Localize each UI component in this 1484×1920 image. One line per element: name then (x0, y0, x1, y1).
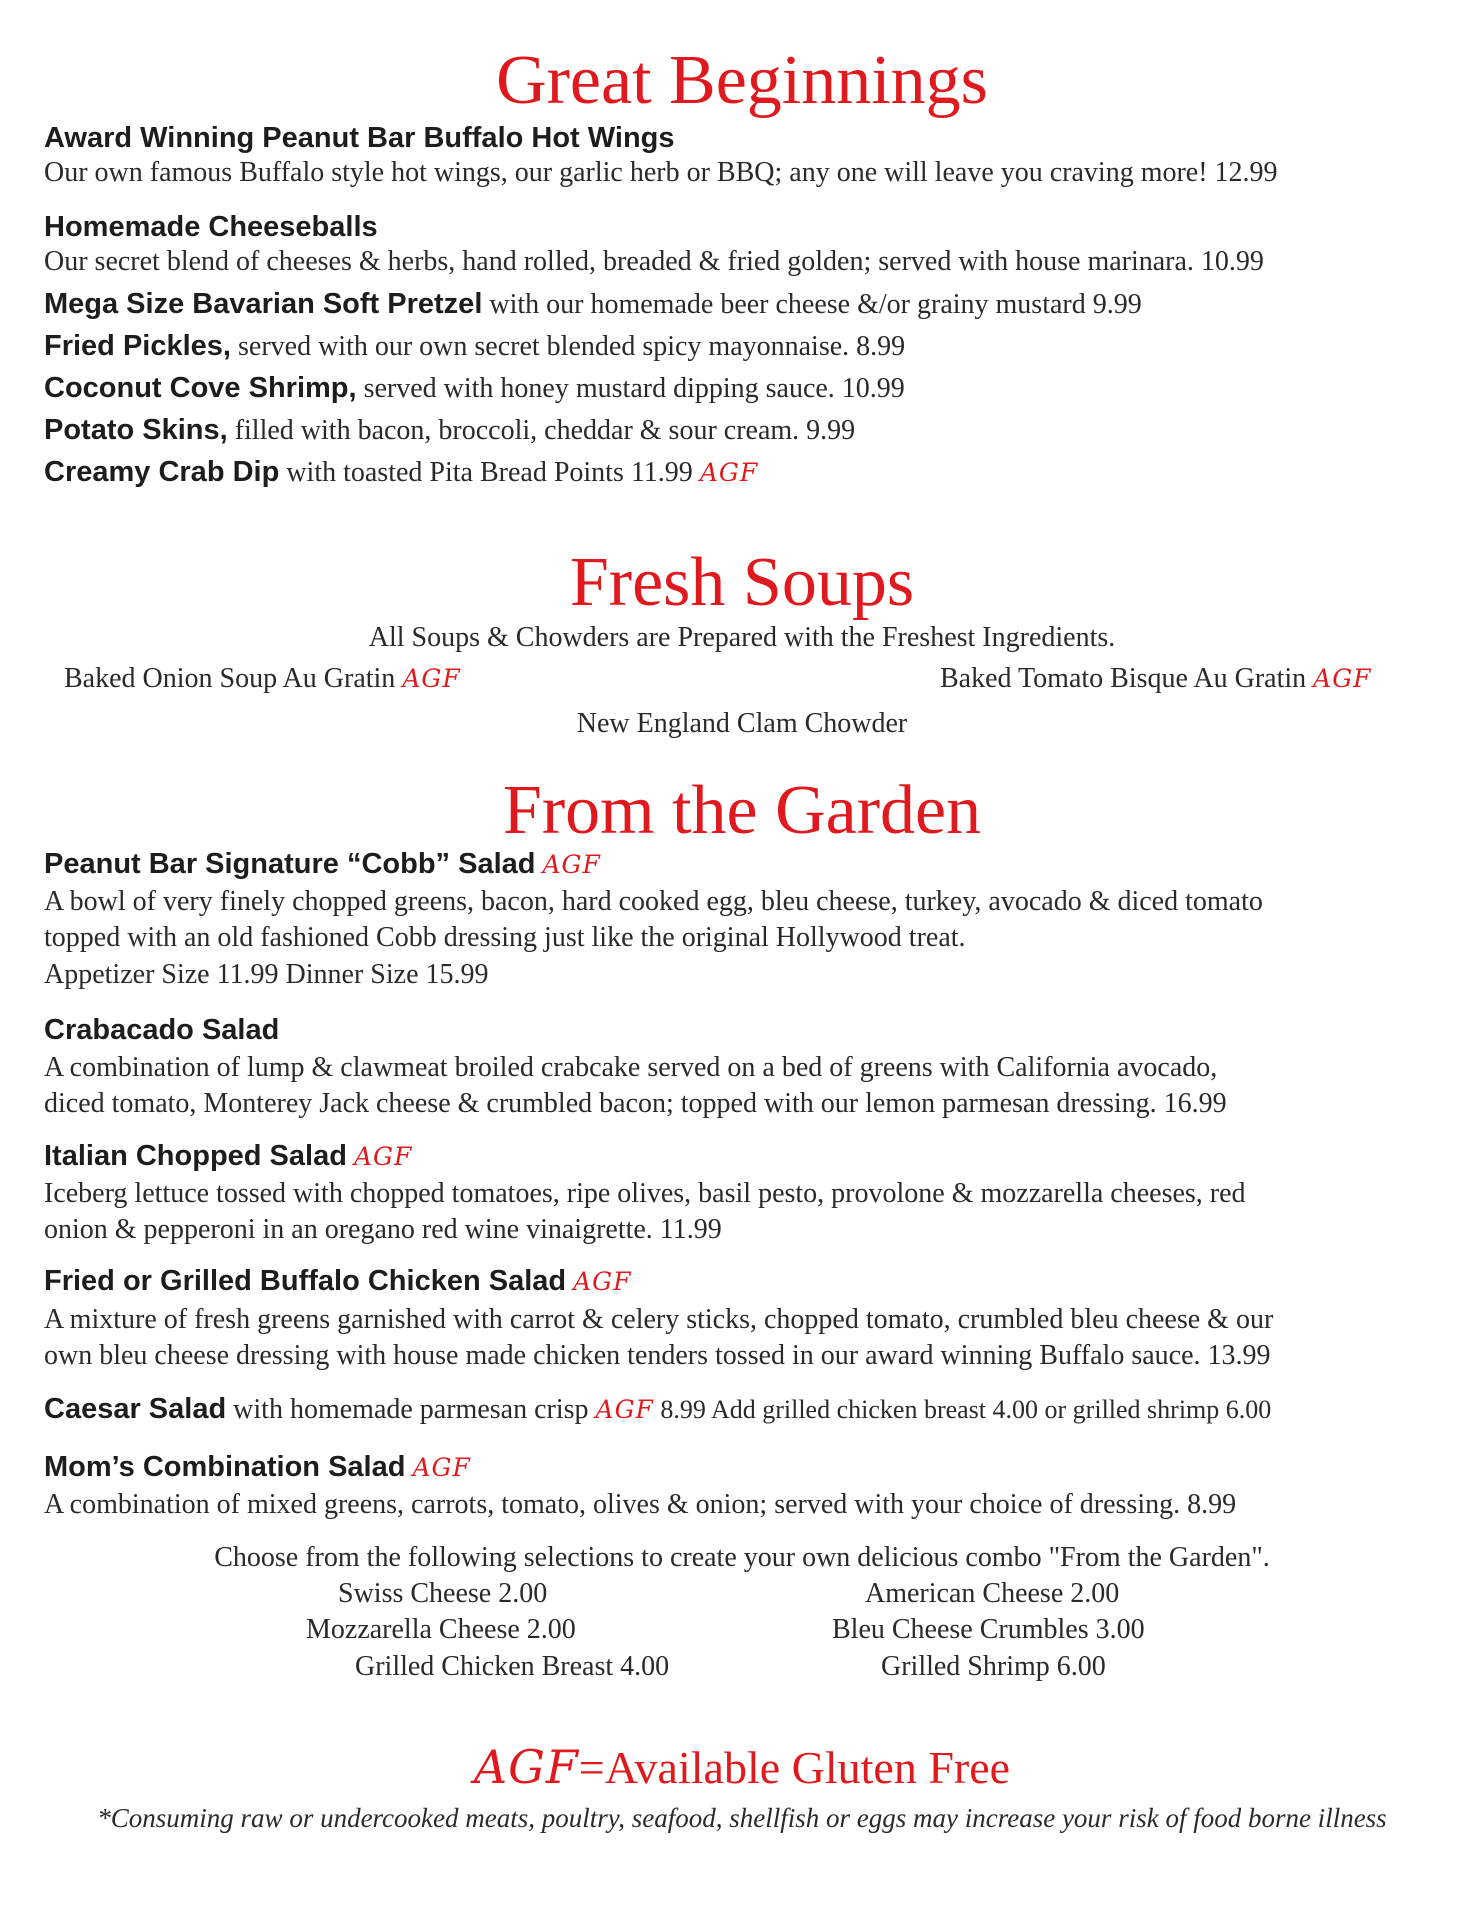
menu-item-title (44, 1449, 1454, 1486)
combo-option: Bleu Cheese Crumbles 3.00 (832, 1614, 1145, 1645)
menu-item-title (44, 1263, 1454, 1300)
menu-item-desc: diced tomato, Monterey Jack cheese & crumbled bacon; topped with our lemon parmesan dressing. 16.99 (44, 1088, 1227, 1119)
item-name: Caesar Salad (44, 1393, 227, 1425)
combo-option: Mozzarella Cheese 2.00 (306, 1614, 576, 1645)
agf-badge: AGF (699, 458, 759, 487)
soup-item (64, 661, 461, 697)
combo-option: Grilled Chicken Breast 4.00 (355, 1651, 670, 1682)
item-desc: with homemade parmesan crisp (226, 1394, 596, 1425)
legend-text: =Available Gluten Free (578, 1742, 1011, 1793)
item-name: Creamy Crab Dip (44, 456, 280, 488)
combo-intro: Choose from the following selections to create your own delicious combo "From the Garden". (214, 1542, 1270, 1573)
item-price: 8.99 Add grilled chicken breast 4.00 or grilled shrimp 6.00 (653, 1395, 1272, 1424)
menu-item-price: Appetizer Size 11.99 Dinner Size 15.99 (44, 959, 489, 990)
menu-item-desc: Our own famous Buffalo style hot wings, our garlic herb or BBQ; any one will leave you craving more! 12.99 (44, 157, 1278, 188)
combo-option: American Cheese 2.00 (865, 1578, 1120, 1609)
menu-item-desc: A combination of lump & clawmeat broiled crabcake served on a bed of greens with California avocado, (44, 1052, 1218, 1083)
item-name: Peanut Bar Signature “Cobb” Salad (44, 848, 536, 880)
food-safety-disclaimer: *Consuming raw or undercooked meats, poultry, seafood, shellfish or eggs may increase your risk of food borne illness (97, 1803, 1387, 1833)
soups-intro: All Soups & Chowders are Prepared with the Freshest Ingredients. (368, 622, 1116, 653)
menu-item-title (44, 120, 1454, 157)
menu-item-title (44, 1012, 1454, 1049)
menu-item-desc: topped with an old fashioned Cobb dressing just like the original Hollywood treat. (44, 922, 966, 953)
menu-item-title (44, 1138, 1454, 1175)
agf-badge: AGF (1313, 664, 1372, 693)
agf-legend (0, 1740, 1484, 1794)
menu-item-desc: Iceberg lettuce tossed with chopped tomatoes, ripe olives, basil pesto, provolone & mozzarella cheeses, red (44, 1178, 1246, 1209)
item-name: Mega Size Bavarian Soft Pretzel (44, 288, 483, 320)
menu-item-desc: A bowl of very finely chopped greens, bacon, hard cooked egg, bleu cheese, turkey, avocado & diced tomato (44, 886, 1263, 917)
item-desc: filled with bacon, broccoli, cheddar & sour cream. 9.99 (227, 415, 856, 446)
item-name: Mom’s Combination Salad (44, 1451, 406, 1483)
combo-option: Swiss Cheese 2.00 (338, 1578, 548, 1609)
soup-item (940, 661, 1372, 697)
section-heading-from-the-garden: From the Garden (502, 772, 982, 849)
agf-badge: AGF (542, 850, 601, 879)
menu-item (44, 412, 1454, 449)
item-name: Homemade Cheeseballs (44, 211, 378, 243)
menu-item-title (44, 846, 1454, 883)
soup-name: Baked Onion Soup Au Gratin (64, 663, 403, 694)
item-name: Fried or Grilled Buffalo Chicken Salad (44, 1265, 567, 1297)
menu-item-desc: own bleu cheese dressing with house made chicken tenders tossed in our award winning Buffalo sauce. 13.99 (44, 1340, 1271, 1371)
soup-name: Baked Tomato Bisque Au Gratin (940, 663, 1314, 694)
menu-item-desc: A combination of mixed greens, carrots, tomato, olives & onion; served with your choice of dressing. 8.99 (44, 1489, 1237, 1520)
agf-badge: AGF (412, 1453, 471, 1482)
menu-item (44, 370, 1454, 407)
section-heading-fresh-soups: Fresh Soups (569, 544, 915, 621)
section-heading-great-beginnings: Great Beginnings (496, 42, 988, 119)
item-name: Crabacado Salad (44, 1014, 280, 1046)
menu-item-desc: A mixture of fresh greens garnished with carrot & celery sticks, chopped tomato, crumbled bleu cheese & our (44, 1304, 1274, 1335)
item-desc: with toasted Pita Bread Points 11.99 (279, 457, 700, 488)
agf-badge: AGF (353, 1142, 413, 1171)
agf-badge: AGF (573, 1267, 632, 1296)
item-name: Potato Skins, (44, 414, 228, 446)
item-desc: served with our own secret blended spicy mayonnaise. 8.99 (231, 331, 906, 362)
menu-item (44, 328, 1454, 365)
item-name: Award Winning Peanut Bar Buffalo Hot Wings (44, 122, 675, 154)
item-desc: with our homemade beer cheese &/or grainy mustard 9.99 (482, 289, 1142, 320)
menu-item (44, 1391, 1454, 1428)
soup-item: New England Clam Chowder (576, 708, 908, 739)
item-name: Fried Pickles, (44, 330, 231, 362)
item-name: Coconut Cove Shrimp, (44, 372, 357, 404)
combo-option: Grilled Shrimp 6.00 (881, 1651, 1106, 1682)
menu-item (44, 454, 1454, 491)
menu-item-title (44, 209, 1454, 246)
menu-item (44, 286, 1454, 323)
agf-badge: AGF (402, 664, 461, 693)
item-desc: served with honey mustard dipping sauce. 10.99 (356, 373, 905, 404)
agf-badge: AGF (473, 1740, 579, 1794)
item-name: Italian Chopped Salad (44, 1140, 347, 1172)
menu-item-desc: onion & pepperoni in an oregano red wine vinaigrette. 11.99 (44, 1214, 722, 1245)
agf-badge: AGF (595, 1395, 654, 1424)
menu-item-desc: Our secret blend of cheeses & herbs, hand rolled, breaded & fried golden; served with house marinara. 10.99 (44, 246, 1264, 277)
